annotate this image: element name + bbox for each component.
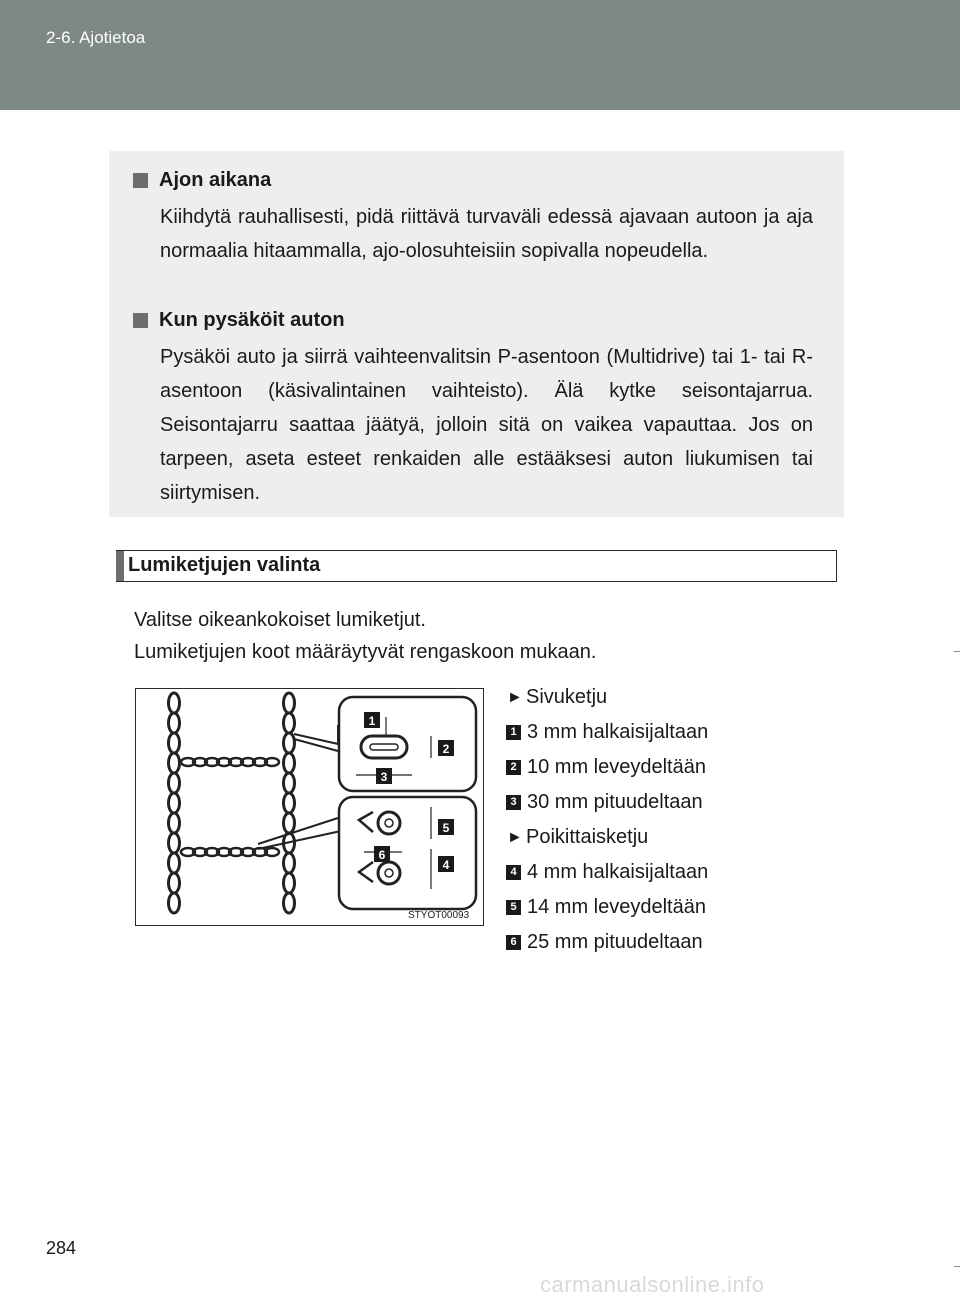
intro-line: Lumiketjujen koot määräytyvät rengaskoon mukaan. <box>134 641 597 663</box>
callout-leader-lower <box>258 817 341 849</box>
watermark-text: carmanualsonline.info <box>540 1272 765 1297</box>
legend-item-text: 25 mm pituudeltaan <box>527 931 703 953</box>
info-heading <box>133 166 813 194</box>
legend-heading-text: Poikittaisketju <box>526 826 649 848</box>
intro-line: Valitse oikeankokoiset lumiketjut. <box>134 609 426 631</box>
legend-item <box>506 785 708 820</box>
legend-item-text: 3 mm halkaisijaltaan <box>527 721 709 743</box>
info-body-text: Kiihdytä rauhallisesti, pidä riittävä turvaväli edessä ajavaan autoon ja aja normaalia hitaammalla, ajo-olosuhteisiin sopivalla nopeudella. <box>160 206 813 262</box>
section-intro <box>134 604 596 668</box>
callout-number: 5 <box>442 821 450 835</box>
callout-number: 3 <box>380 770 388 784</box>
side-chain-right <box>284 693 295 913</box>
callout-number: 6 <box>378 848 386 862</box>
pointer-arrow-icon: ► <box>507 688 523 706</box>
info-body-text: Pysäköi auto ja siirrä vaihteenvalitsin P-asentoon (Multidrive) tai 1- tai R-asentoon (käsivalintainen vaihteisto). Älä kytke seisontajarrua. Seisontajarru saattaa jäätyä, jolloin sitä on vaikea vapauttaa. Jos on tarpeen, aseta esteet renkaiden alle estääksesi auton liukumisen tai siirtymisen. <box>160 346 813 504</box>
pointer-arrow-icon: ► <box>507 828 523 846</box>
info-heading-text: Kun pysäköit auton <box>159 308 345 331</box>
crop-mark <box>954 651 960 652</box>
legend-item-text: 10 mm leveydeltään <box>527 756 706 778</box>
section-bar-accent <box>116 551 124 581</box>
crop-mark <box>954 1266 960 1267</box>
snow-chain-figure <box>135 688 484 926</box>
legend-item <box>506 855 708 890</box>
detail-box-cross-link <box>339 797 476 909</box>
square-bullet-icon <box>133 173 148 188</box>
legend-item-text: 14 mm leveydeltään <box>527 896 706 918</box>
legend-item <box>506 715 708 750</box>
legend-item-text: 30 mm pituudeltaan <box>527 791 703 813</box>
legend-item <box>506 750 708 785</box>
callout-number: 4 <box>442 858 450 872</box>
legend-heading-text: Sivuketju <box>526 686 608 708</box>
number-badge: 1 <box>506 725 521 740</box>
legend-item <box>506 890 708 925</box>
number-badge: 3 <box>506 795 521 810</box>
callout-leader-upper <box>294 725 338 751</box>
info-section-driving <box>133 166 813 268</box>
legend-group-heading <box>506 680 708 715</box>
figure-code: STYOT00093 <box>408 910 470 921</box>
chapter-title: 2-6. Ajotietoa <box>46 28 146 47</box>
info-box <box>109 151 844 517</box>
section-heading-bar <box>116 550 837 582</box>
number-badge: 2 <box>506 760 521 775</box>
snow-chain-illustration <box>136 689 483 925</box>
cross-chain-lower <box>181 848 279 856</box>
square-bullet-icon <box>133 313 148 328</box>
info-section-parking <box>133 306 813 510</box>
info-heading-text: Ajon aikana <box>159 168 272 191</box>
legend-group-heading <box>506 820 708 855</box>
figure-legend <box>506 680 708 960</box>
number-badge: 6 <box>506 935 521 950</box>
legend-item <box>506 925 708 960</box>
number-badge: 5 <box>506 900 521 915</box>
number-badge: 4 <box>506 865 521 880</box>
info-heading <box>133 306 813 334</box>
page-number: 284 <box>46 1238 77 1258</box>
callout-number: 2 <box>442 742 450 756</box>
callout-number: 1 <box>368 714 376 728</box>
cross-chain-upper <box>181 758 279 766</box>
crop-mark <box>954 37 960 38</box>
legend-item-text: 4 mm halkaisijaltaan <box>527 861 709 883</box>
side-chain-left <box>169 693 180 913</box>
page-header <box>0 0 960 110</box>
section-title: Lumiketjujen valinta <box>128 554 321 576</box>
